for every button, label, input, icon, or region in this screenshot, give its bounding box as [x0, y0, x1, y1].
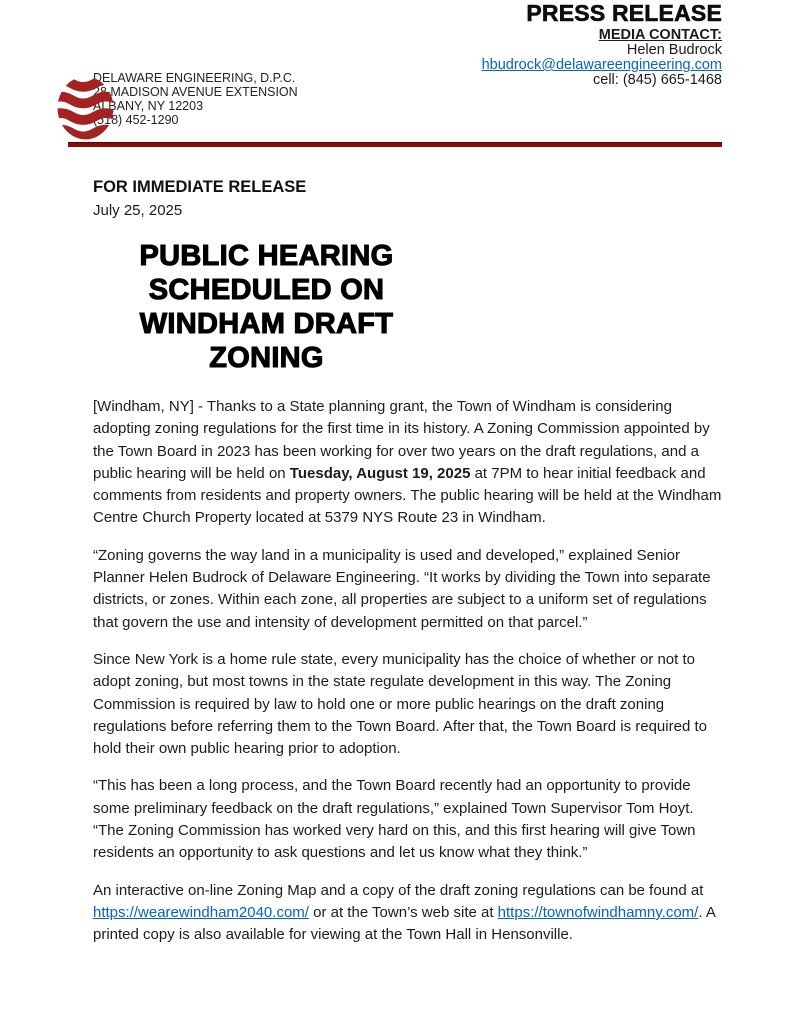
paragraph — [93, 396, 724, 530]
release-date: July 25, 2025 — [93, 202, 183, 219]
for-immediate-release-label: FOR IMMEDIATE RELEASE — [93, 178, 307, 196]
text-run: “Zoning governs the way land in a municipality is used and developed,” explained Senior Planner Helen Budrock of Delaware Engineering. “It works by dividing the Town into separate districts, or zones. Within each zone, all properties are subject to a uniform set of regulations that govern the use and intensity of development permitted on that parcel.” — [93, 546, 711, 631]
headline-line: PUBLIC HEARING — [139, 240, 394, 272]
media-contact-block — [482, 1, 722, 88]
text-run: . A printed copy is also available for viewing at the Town Hall in Hensonville. — [93, 903, 716, 944]
headline-line: ZONING — [209, 342, 324, 374]
text-run: at 7PM to hear initial feedback and comments from residents and property owners. The public hearing will be held at the Windham Centre Church Property located at 5379 NYS Route 23 in Windham. — [93, 464, 722, 527]
company-name: DELAWARE ENGINEERING, D.P.C. — [93, 71, 296, 85]
hyperlink[interactable]: https://wearewindham2040.com/ — [93, 903, 309, 921]
paragraph — [93, 545, 724, 634]
company-letterhead — [93, 71, 298, 127]
contact-name: Helen Budrock — [626, 42, 722, 58]
headline-line: WINDHAM DRAFT — [139, 308, 394, 340]
media-contact-label: MEDIA CONTACT: — [598, 27, 722, 43]
letterhead-divider-rule — [68, 142, 722, 147]
paragraph — [93, 649, 724, 760]
document-body — [93, 177, 724, 962]
contact-cell: cell: (845) 665-1468 — [593, 72, 722, 88]
paragraph — [93, 880, 724, 947]
text-run: [Windham, NY] - Thanks to a State planning grant, the Town of Windham is considering adopting zoning regulations for the first time in its history. A Zoning Commission appointed by the Town Board in 2023 has been working for over two years on the draft regulations, and a public hearing will be held on — [93, 398, 710, 482]
company-address-line1: 28 MADISON AVENUE EXTENSION — [93, 85, 298, 99]
email-link[interactable]: hbudrock@delawareengineering.com — [481, 57, 722, 73]
headline-line: SCHEDULED ON — [148, 274, 385, 306]
paragraph — [93, 775, 724, 864]
bold-text-run: Tuesday, August 19, 2025 — [289, 464, 471, 482]
body-paragraphs — [93, 396, 724, 947]
hyperlink[interactable]: https://townofwindhamny.com/ — [497, 903, 699, 921]
company-phone: (518) 452-1290 — [93, 113, 179, 127]
press-release-title: PRESS RELEASE — [526, 0, 722, 26]
headline — [93, 239, 440, 375]
waves-circle-icon — [57, 76, 114, 140]
company-address-line2: ALBANY, NY 12203 — [93, 99, 204, 113]
text-run: Since New York is a home rule state, every municipality has the choice of whether or not to adopt zoning, but most towns in the state regulate development in this way. The Zoning Commission is required by law to hold one or more public hearings on the draft zoning regulations before referring them to the Town Board. After that, the Town Board is required to hold their own public hearing prior to adoption. — [93, 650, 707, 758]
text-run: “This has been a long process, and the Town Board recently had an opportunity to provide some preliminary feedback on the draft regulations,” explained Town Supervisor Tom Hoyt. “The Zoning Commission has worked very hard on this, and this first hearing will give Town residents an opportunity to ask questions and let us know what they think.” — [93, 777, 696, 862]
text-run: or at the Town’s web site at — [308, 903, 498, 921]
text-run: An interactive on-line Zoning Map and a copy of the draft zoning regulations can be found at — [93, 881, 704, 899]
